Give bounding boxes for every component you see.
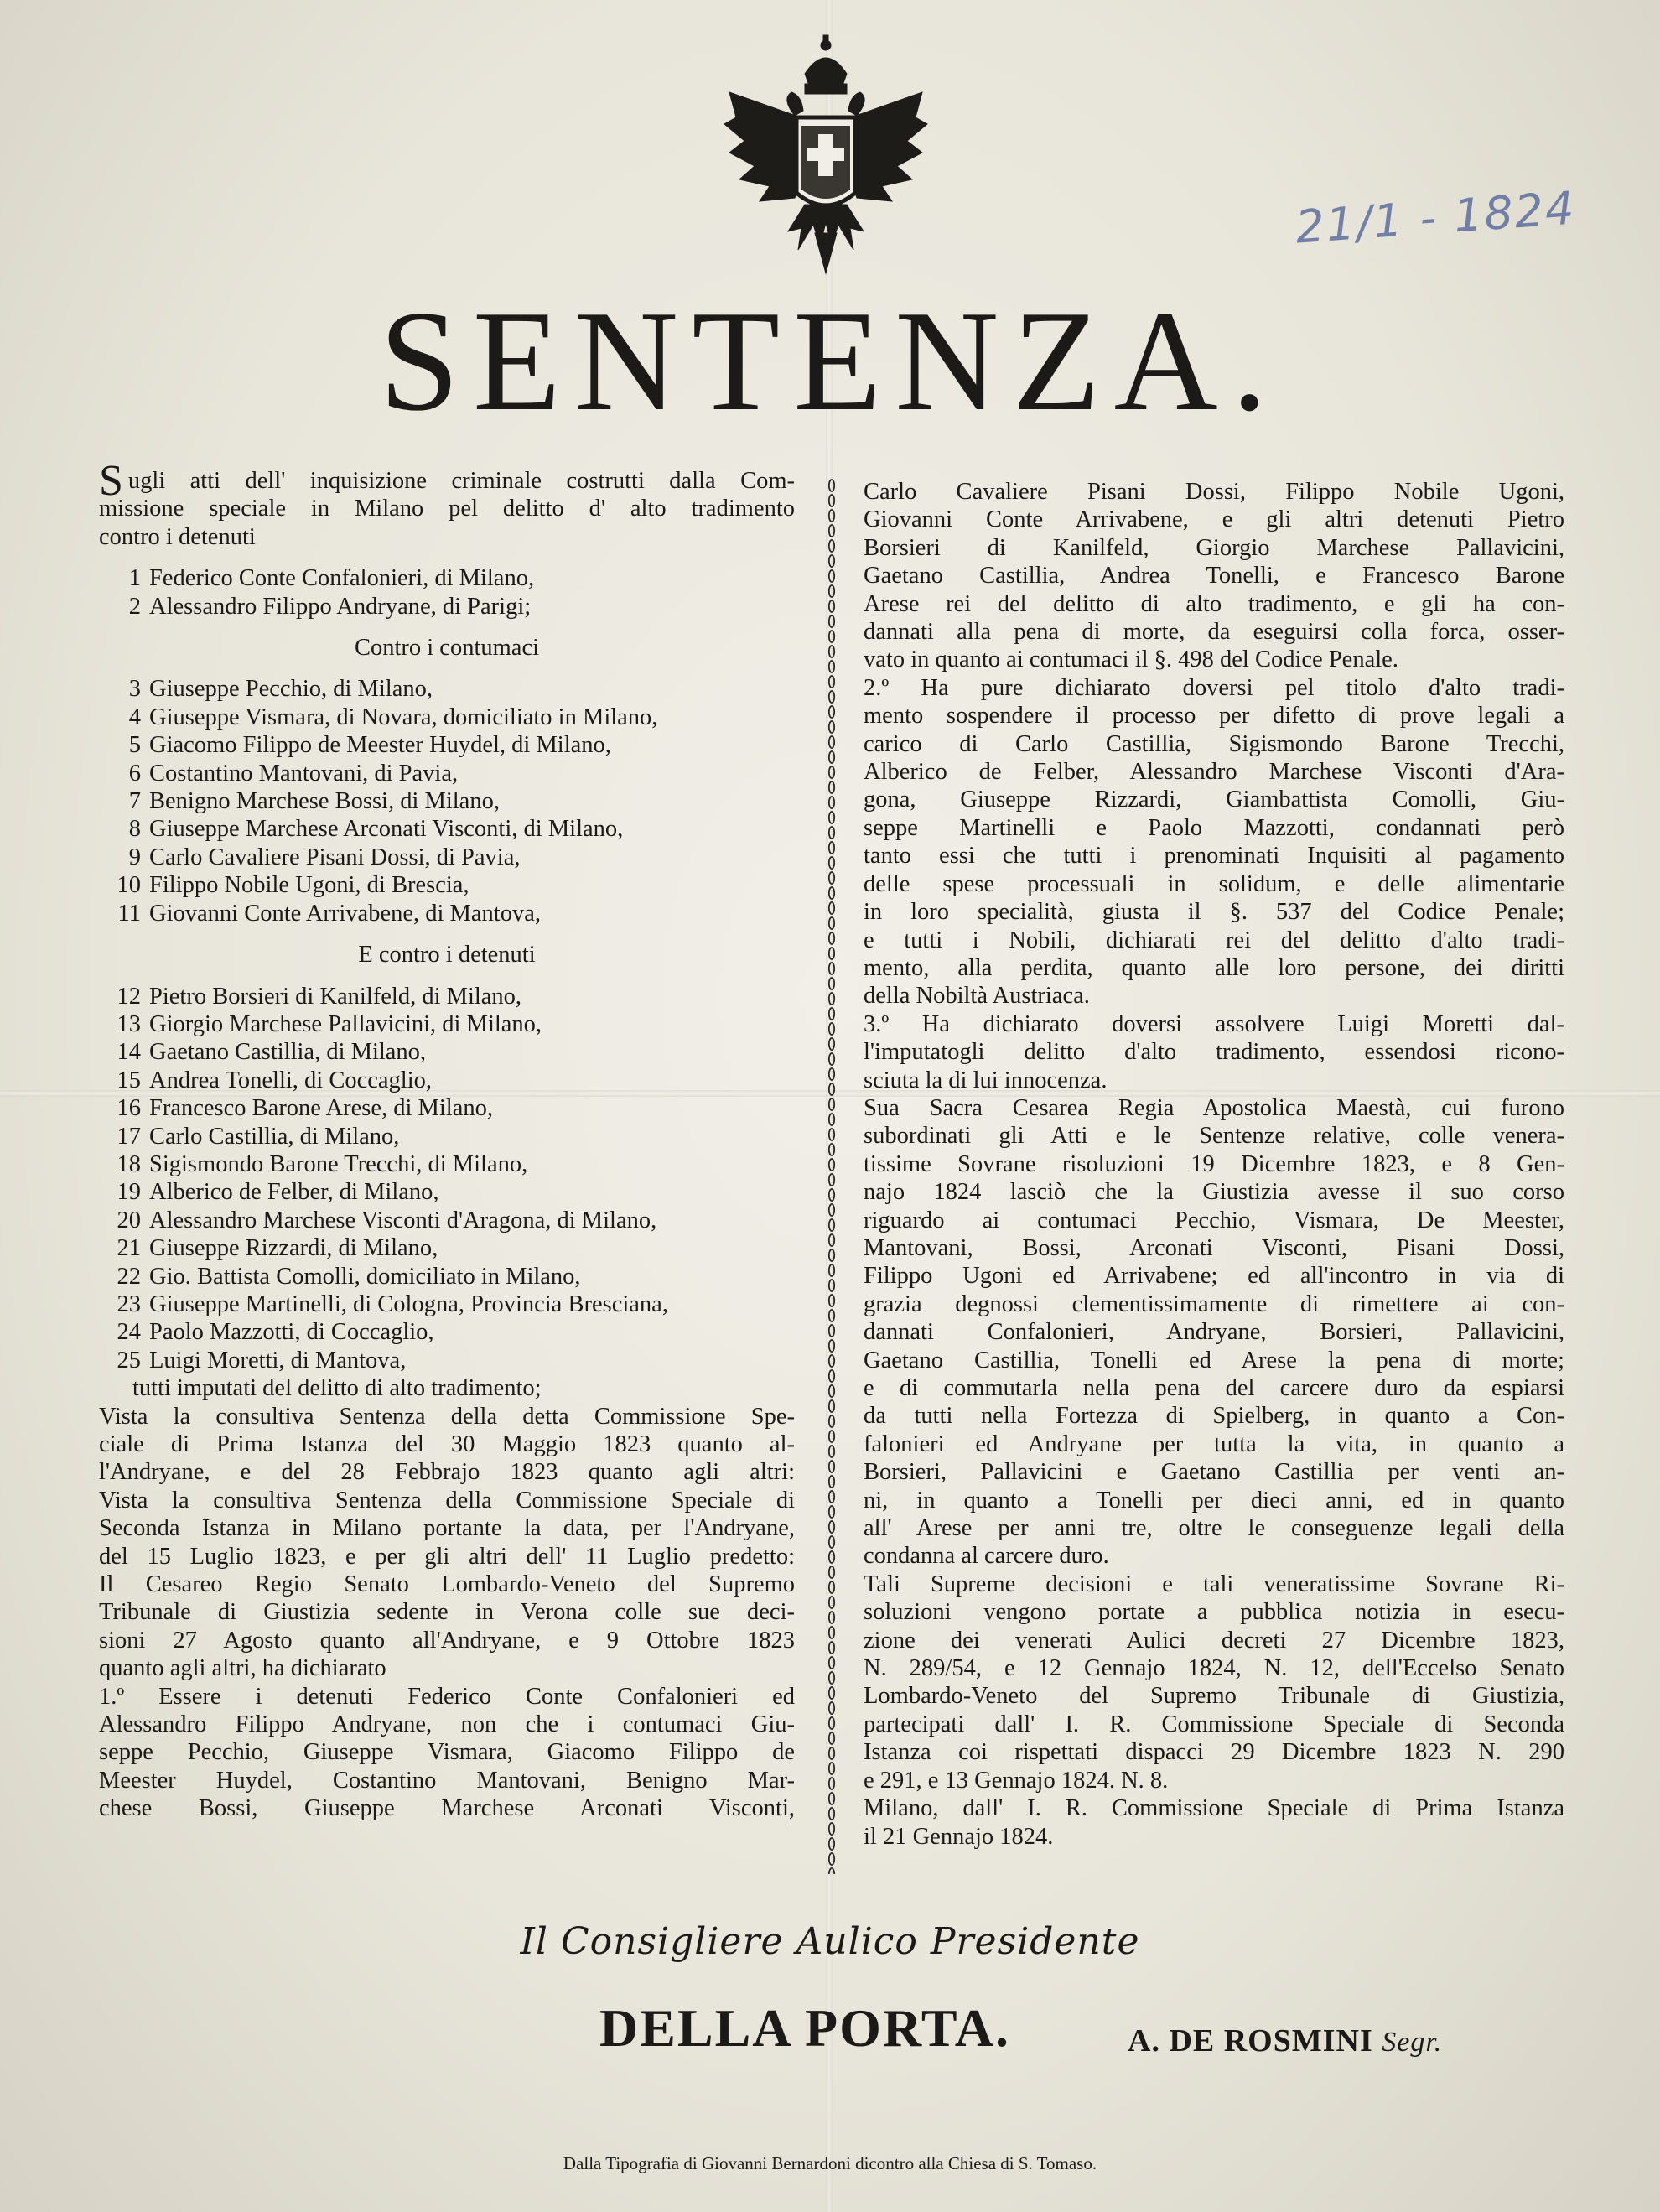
page-title: SENTENZA.	[379, 282, 1281, 441]
text-line: Tali Supreme decisioni e tali veneratissime Sovrane Ri-	[864, 1571, 1564, 1597]
text-line: carico di Carlo Castillia, Sigismondo Barone Trecchi,	[864, 730, 1564, 757]
defendant-row	[99, 787, 795, 815]
text-line: Vista la consultiva Sentenza della detta Commissione Spe-	[99, 1403, 795, 1430]
dropcap: S	[99, 457, 123, 505]
text-line: najo 1824 lasciò che la Giustizia avesse il suo corso	[864, 1179, 1564, 1206]
defendant-row	[99, 1263, 795, 1290]
signature-title: Il Consigliere Aulico Presidente	[520, 1920, 1140, 1963]
text-line: Borsieri, Pallavicini e Gaetano Castillia per venti an-	[864, 1459, 1564, 1486]
text-line: Mantovani, Bossi, Arconati Visconti, Pisani Dossi,	[864, 1234, 1564, 1261]
defendant-number: 18	[117, 1150, 141, 1177]
text-line: l'Andryane, e del 28 Febbrajo 1823 quanto agli altri:	[99, 1459, 795, 1486]
text-line: quanto agli altri, ha dichiarato	[99, 1655, 386, 1682]
text-line: della Nobiltà Austriaca.	[864, 983, 1090, 1010]
defendant-number: 3	[128, 676, 141, 703]
left-body-text	[99, 1403, 795, 1823]
defendant-row	[99, 1318, 795, 1346]
defendant-row	[99, 900, 795, 927]
secretary-name: A. DE ROSMINI	[1128, 2023, 1373, 2059]
intro-line: contro i detenuti	[99, 523, 256, 550]
right-body-text	[864, 478, 1564, 1851]
defendant-name: Giacomo Filippo de Meester Huydel, di Milano,	[149, 732, 611, 759]
defendant-name: Luigi Moretti, di Mantova,	[149, 1347, 407, 1373]
text-line: ni, in quanto a Tonelli per dieci anni, ed in quanto	[864, 1487, 1564, 1514]
defendant-row	[99, 844, 795, 871]
text-line: seppe Martinelli e Paolo Mazzotti, condannati però	[864, 814, 1564, 841]
text-line: ciale di Prima Istanza del 30 Maggio 1823 quanto al-	[99, 1431, 795, 1457]
text-line: Sua Sacra Cesarea Regia Apostolica Maestà, cui furono	[864, 1094, 1564, 1121]
text-line: mento sospendere il processo per difetto di prove legali a	[864, 703, 1564, 730]
text-line: il 21 Gennajo 1824.	[864, 1823, 1054, 1850]
text-line: tanto essi che tutti i prenominati Inquisiti al pagamento	[864, 843, 1564, 870]
defendant-number: 9	[128, 844, 141, 870]
defendant-row	[99, 1234, 795, 1262]
defendant-name: Pietro Borsieri di Kanilfeld, di Milano,	[149, 983, 522, 1010]
defendant-number: 20	[117, 1207, 141, 1233]
text-line: sciuta la di lui innocenza.	[864, 1067, 1108, 1093]
column-divider-rule	[826, 478, 838, 1874]
text-line: sioni 27 Agosto quanto all'Andryane, e 9 Ottobre 1823	[99, 1627, 795, 1654]
defendant-row	[99, 1094, 795, 1122]
text-line: e 291, e 13 Gennajo 1824. N. 8.	[864, 1767, 1169, 1794]
defendant-number: 15	[117, 1067, 141, 1093]
defendant-number: 14	[117, 1039, 141, 1066]
defendant-name: Filippo Nobile Ugoni, di Brescia,	[149, 872, 469, 899]
heading-contumaci: Contro i contumaci	[354, 635, 540, 662]
intro-line: ugli atti dell' inquisizione criminale costrutti dalla Com-	[127, 468, 795, 494]
text-line: Lombardo-Veneto del Supremo Tribunale di Giustizia,	[864, 1683, 1564, 1710]
defendant-name: Sigismondo Barone Trecchi, di Milano,	[149, 1150, 528, 1177]
defendant-row	[99, 704, 795, 731]
text-line: Borsieri di Kanilfeld, Giorgio Marchese Pallavicini,	[864, 534, 1564, 561]
printer-imprint: Dalla Tipografia di Giovanni Bernardoni dicontro alla Chiesa di S. Tomaso.	[563, 2153, 1097, 2173]
charge-line: tutti imputati del delitto di alto tradimento;	[132, 1375, 542, 1402]
text-line: dannati Confalonieri, Andryane, Borsieri, Pallavicini,	[864, 1319, 1564, 1346]
defendant-row	[99, 1067, 795, 1094]
text-line: all' Arese per anni tre, oltre le conseguenze legali della	[864, 1515, 1564, 1542]
defendant-row	[99, 1010, 795, 1038]
text-line: dannati alla pena di morte, da eseguirsi colla forca, osser-	[864, 619, 1564, 646]
defendant-name: Giorgio Marchese Pallavicini, di Milano,	[149, 1010, 542, 1037]
defendant-name: Giuseppe Rizzardi, di Milano,	[149, 1235, 438, 1262]
defendant-number: 21	[117, 1235, 141, 1262]
defendant-name: Alessandro Marchese Visconti d'Aragona, di Milano,	[149, 1207, 657, 1233]
defendant-number: 10	[117, 872, 141, 899]
defendant-row	[99, 731, 795, 759]
text-line: Istanza coi rispettati dispacci 29 Dicembre 1823 N. 290	[864, 1739, 1564, 1766]
imperial-eagle-emblem-icon	[721, 34, 931, 277]
text-line: Alessandro Filippo Andryane, non che i contumaci Giu-	[99, 1711, 795, 1738]
defendant-name: Paolo Mazzotti, di Coccaglio,	[149, 1319, 434, 1346]
defendant-number: 4	[128, 704, 141, 730]
defendant-name: Federico Conte Confalonieri, di Milano,	[149, 565, 535, 592]
defendants-list-detained	[99, 564, 795, 621]
text-line: Filippo Ugoni ed Arrivabene; ed all'incontro in via di	[864, 1263, 1564, 1290]
text-line: chese Bossi, Giuseppe Marchese Arconati Visconti,	[99, 1795, 795, 1822]
text-line: Milano, dall' I. R. Commissione Speciale di Prima Istanza	[864, 1795, 1564, 1822]
defendant-number: 25	[117, 1347, 141, 1373]
defendant-row	[99, 815, 795, 843]
text-line: l'imputatogli delitto d'alto tradimento, essendosi ricono-	[864, 1039, 1564, 1066]
text-line: Gaetano Castillia, Andrea Tonelli, e Francesco Barone	[864, 563, 1564, 589]
defendant-name: Andrea Tonelli, di Coccaglio,	[149, 1067, 433, 1093]
defendant-row	[99, 1347, 795, 1374]
defendant-name: Carlo Cavaliere Pisani Dossi, di Pavia,	[149, 844, 521, 870]
text-line: Alberico de Felber, Alessandro Marchese Visconti d'Ara-	[864, 759, 1564, 786]
text-line: subordinati gli Atti e le Sentenze relative, colle venera-	[864, 1123, 1564, 1150]
text-line: Tribunale di Giustizia sedente in Verona colle sue deci-	[99, 1599, 795, 1626]
defendant-row	[99, 1038, 795, 1066]
text-line: 2.º Ha pure dichiarato doversi pel titolo d'alto tradi-	[864, 674, 1564, 701]
defendant-name: Giuseppe Martinelli, di Cologna, Provincia Bresciana,	[149, 1290, 668, 1317]
defendant-number: 5	[128, 732, 141, 759]
text-line: 3.º Ha dichiarato doversi assolvere Luigi Moretti dal-	[864, 1010, 1564, 1037]
defendant-number: 23	[117, 1290, 141, 1317]
text-line: 1.º Essere i detenuti Federico Conte Confalonieri ed	[99, 1683, 795, 1710]
defendant-number: 24	[117, 1319, 141, 1346]
text-line: e di commutarla nella pena del carcere duro da espiarsi	[864, 1375, 1564, 1401]
text-line: partecipati dall' I. R. Commissione Speciale di Seconda	[864, 1711, 1564, 1737]
intro-line: missione speciale in Milano pel delitto d' alto tradimento	[99, 496, 795, 522]
text-line: grazia degnossi clementissimamente di rimettere ai con-	[864, 1290, 1564, 1317]
text-line: Gaetano Castillia, Tonelli ed Arese la pena di morte;	[864, 1347, 1564, 1373]
defendant-number: 16	[117, 1095, 141, 1122]
defendant-row	[99, 564, 795, 592]
defendant-name: Carlo Castillia, di Milano,	[149, 1123, 400, 1150]
defendants-list-absent	[99, 675, 795, 927]
text-line: condanna al carcere duro.	[864, 1543, 1109, 1570]
text-line: Seconda Istanza in Milano portante la data, per l'Andryane,	[99, 1515, 795, 1542]
text-line: delle spese processuali in solidum, e delle alimentarie	[864, 870, 1564, 897]
defendant-number: 7	[128, 788, 141, 815]
defendant-name: Gaetano Castillia, di Milano,	[149, 1039, 427, 1066]
text-line: tissime Sovrane risoluzioni 19 Dicembre 1823, e 8 Gen-	[864, 1150, 1564, 1177]
defendant-row	[99, 983, 795, 1010]
text-line: N. 289/54, e 12 Gennajo 1824, N. 12, dell'Eccelso Senato	[864, 1655, 1564, 1682]
defendant-row	[99, 593, 795, 621]
text-line: Carlo Cavaliere Pisani Dossi, Filippo Nobile Ugoni,	[864, 479, 1564, 505]
text-line: Meester Huydel, Costantino Mantovani, Benigno Mar-	[99, 1767, 795, 1794]
defendant-name: Alberico de Felber, di Milano,	[149, 1179, 439, 1206]
defendant-name: Giuseppe Pecchio, di Milano,	[149, 676, 433, 703]
defendant-row	[99, 871, 795, 899]
defendant-row	[99, 1290, 795, 1318]
defendant-row	[99, 675, 795, 703]
text-line: mento, alla perdita, quanto alle loro persone, dei diritti	[864, 954, 1564, 981]
text-line: Arese rei del delitto di alto tradimento, e gli ha con-	[864, 590, 1564, 617]
defendant-row	[99, 1123, 795, 1150]
defendant-number: 17	[117, 1123, 141, 1150]
text-line: Vista la consultiva Sentenza della Commissione Speciale di	[99, 1487, 795, 1514]
text-line: in loro specialità, giusta il §. 537 del Codice Penale;	[864, 899, 1564, 926]
defendant-name: Benigno Marchese Bossi, di Milano,	[149, 788, 500, 815]
text-line: Il Cesareo Regio Senato Lombardo-Veneto del Supremo	[99, 1571, 795, 1598]
defendant-row	[99, 760, 795, 787]
right-column	[864, 478, 1564, 1851]
defendant-number: 19	[117, 1179, 141, 1206]
signature-name: DELLA PORTA.	[599, 1998, 1010, 2058]
defendant-number: 22	[117, 1263, 141, 1290]
defendant-row	[99, 1207, 795, 1234]
defendant-name: Giuseppe Marchese Arconati Visconti, di Milano,	[149, 816, 624, 843]
text-line: falonieri ed Andryane per tutta la vita, in quanto a	[864, 1431, 1564, 1457]
defendant-number: 13	[117, 1010, 141, 1037]
text-line: soluzioni vengono portate a pubblica notizia in esecu-	[864, 1599, 1564, 1626]
defendant-number: 1	[128, 565, 141, 592]
text-line: riguardo ai contumaci Pecchio, Vismara, De Meester,	[864, 1207, 1564, 1233]
secretary-title: Segr.	[1382, 2027, 1443, 2058]
defendant-name: Francesco Barone Arese, di Milano,	[149, 1095, 493, 1122]
text-line: zione dei venerati Aulici decreti 27 Dicembre 1823,	[864, 1627, 1564, 1654]
defendant-name: Gio. Battista Comolli, domiciliato in Milano,	[149, 1263, 581, 1290]
handwritten-pencil-date: 21/1 - 1824	[1294, 181, 1578, 254]
defendant-number: 6	[128, 760, 141, 787]
text-line: e tutti i Nobili, dichiarati rei del delitto d'alto tradi-	[864, 927, 1564, 953]
left-column	[99, 457, 795, 1823]
heading-detenuti: E contro i detenuti	[358, 942, 536, 968]
secretary-signature	[1128, 2022, 1442, 2059]
text-line: del 15 Luglio 1823, e per gli altri dell' 11 Luglio predetto:	[99, 1543, 795, 1570]
defendant-row	[99, 1150, 795, 1178]
defendant-row	[99, 1178, 795, 1206]
defendant-name: Giovanni Conte Arrivabene, di Mantova,	[149, 900, 541, 927]
text-line: seppe Pecchio, Giuseppe Vismara, Giacomo Filippo de	[99, 1739, 795, 1766]
defendant-name: Alessandro Filippo Andryane, di Parigi;	[149, 593, 532, 620]
defendant-number: 12	[117, 983, 141, 1010]
text-line: vato in quanto ai contumaci il §. 498 del Codice Penale.	[864, 646, 1398, 673]
text-line: Giovanni Conte Arrivabene, e gli altri detenuti Pietro	[864, 506, 1564, 533]
defendant-number: 2	[128, 593, 141, 620]
text-line: da tutti nella Fortezza di Spielberg, in quanto a Con-	[864, 1403, 1564, 1430]
defendants-list-detained-2	[99, 983, 795, 1375]
defendant-name: Giuseppe Vismara, di Novara, domiciliato in Milano,	[149, 704, 658, 730]
defendant-number: 8	[128, 816, 141, 843]
defendant-name: Costantino Mantovani, di Pavia,	[149, 760, 459, 787]
defendant-number: 11	[117, 900, 141, 927]
intro-paragraph	[99, 457, 795, 551]
text-line: gona, Giuseppe Rizzardi, Giambattista Comolli, Giu-	[864, 787, 1564, 813]
